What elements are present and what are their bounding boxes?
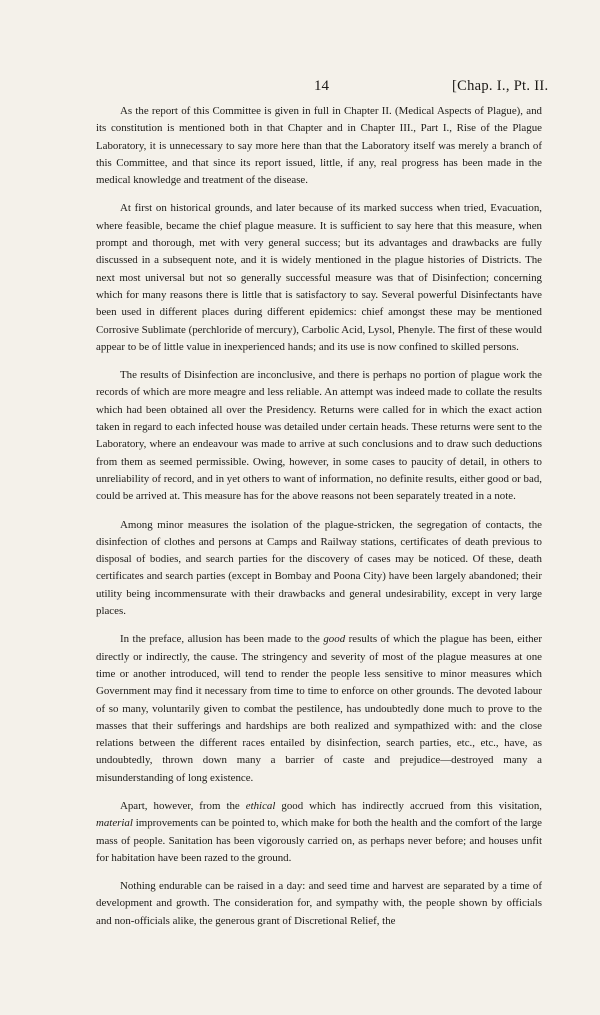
chapter-reference: [Chap. I., Pt. II.	[452, 78, 549, 94]
body-text	[96, 103, 542, 930]
paragraph-5	[96, 631, 542, 787]
paragraph-text: good which has indirectly accrued from this visitation,	[275, 799, 542, 812]
paragraph-text: Apart, however, from the	[120, 799, 246, 812]
paragraph-1	[96, 103, 542, 189]
paragraph-4	[96, 517, 542, 621]
italic-term-good: good	[323, 633, 346, 646]
paragraph-6	[96, 798, 542, 867]
paragraph-2	[96, 200, 542, 356]
page-number: 14	[314, 78, 329, 94]
paragraph-text: The results of Disinfection are inconclusive, and there is perhaps no portion of plague work the records of which are more meagre and less reliable. An attempt was indeed made to collate the results which had been obtained all over the Presidency. Returns were called for in which the exact action taken in regard to each infected house was detailed under certain heads. These returns were sent to the Laboratory, where an endeavour was made to arrive at such conclusions and to draw such deductions from them as seemed permissible. Owing, however, in some cases to paucity of detail, in others to unreliability of record, and in yet others to want of information, no definite results, either good or bad, could be arrived at. This measure has for the above reasons not been separately treated in a note.	[96, 369, 542, 503]
paragraph-text: In the preface, allusion has been made to the	[120, 633, 324, 646]
paragraph-text: results of which the plague has been, either directly or indirectly, the cause. The stringency and severity of most of the plague measures at one time or another introduced, will tend to render the people less sensitive to minor measures which Government may find it necessary from time to time to enforce on other grounds. The devoted labour of so many, voluntarily given to combat the pestilence, has undoubtedly done much to prove to the masses that their sufferings and hardships are both realized and sympathized with: and the close relations between the different races entailed by disinfection, search parties, etc., etc., have, as undoubtedly, thrown down many a barrier of caste and prejudice—destroyed many a misunderstanding of long existence.	[96, 633, 543, 784]
paragraph-text: At first on historical grounds, and later because of its marked success when tried, Evacuation, where feasible, became the chief plague measure. It is sufficient to say here that this measure, when prompt and thorough, met with very general success; but its advantages and drawbacks are fully discussed in a subsequent note, and it is widely mentioned in the plague histories of Districts. The next most universal but not so generally successful measure was that of Disinfection; concerning which for many reasons there is little that is satisfactory to say. Several powerful Disinfectants have been used in different places during different epidemics: chief amongst these may be mentioned Corrosive Sublimate (perchloride of mercury), Carbolic Acid, Lysol, Phenyle. The first of these would appear to be of little value in inexperienced hands; and its use is now confined to skilled persons.	[96, 202, 542, 353]
paragraph-7	[96, 878, 542, 930]
paragraph-text: Nothing endurable can be raised in a day: and seed time and harvest are separated by a time of development and growth. The consideration for, and sympathy with, the people shown by officials and non-officials alike, the generous grant of Discretional Relief, the	[96, 880, 542, 927]
page-header	[0, 78, 600, 100]
paragraph-text: Among minor measures the isolation of the plague-stricken, the segregation of contacts, the disinfection of clothes and persons at Camps and Railway stations, certificates of death previous to disposal of bodies, and search parties for the discovery of cases may be noticed. Of these, death certificates and search parties (except in Bombay and Poona City) have been largely abandoned; their utility being incommensurate with their drawbacks and general undesirability, except in very large places.	[96, 518, 542, 618]
paragraph-3	[96, 367, 542, 505]
paragraph-text: As the report of this Committee is given in full in Chapter II. (Medical Aspects of Plague), and its constitution is mentioned both in that Chapter and in Chapter III., Part I., Rise of the Plague Laboratory, it is unnecessary to say more here than that the Laboratory itself was merely a branch of this Committee, and that since its report issued, little, if any, real progress has been made in the medical knowledge and treatment of the disease.	[96, 105, 542, 187]
italic-term-material: material	[96, 817, 133, 830]
italic-term-ethical: ethical	[245, 799, 276, 812]
paragraph-text: improvements can be pointed to, which make for both the health and the comfort of the large mass of people. Sanitation has been vigorously carried on, as perhaps never before; and houses unfit for habitation have been razed to the ground.	[96, 817, 542, 864]
